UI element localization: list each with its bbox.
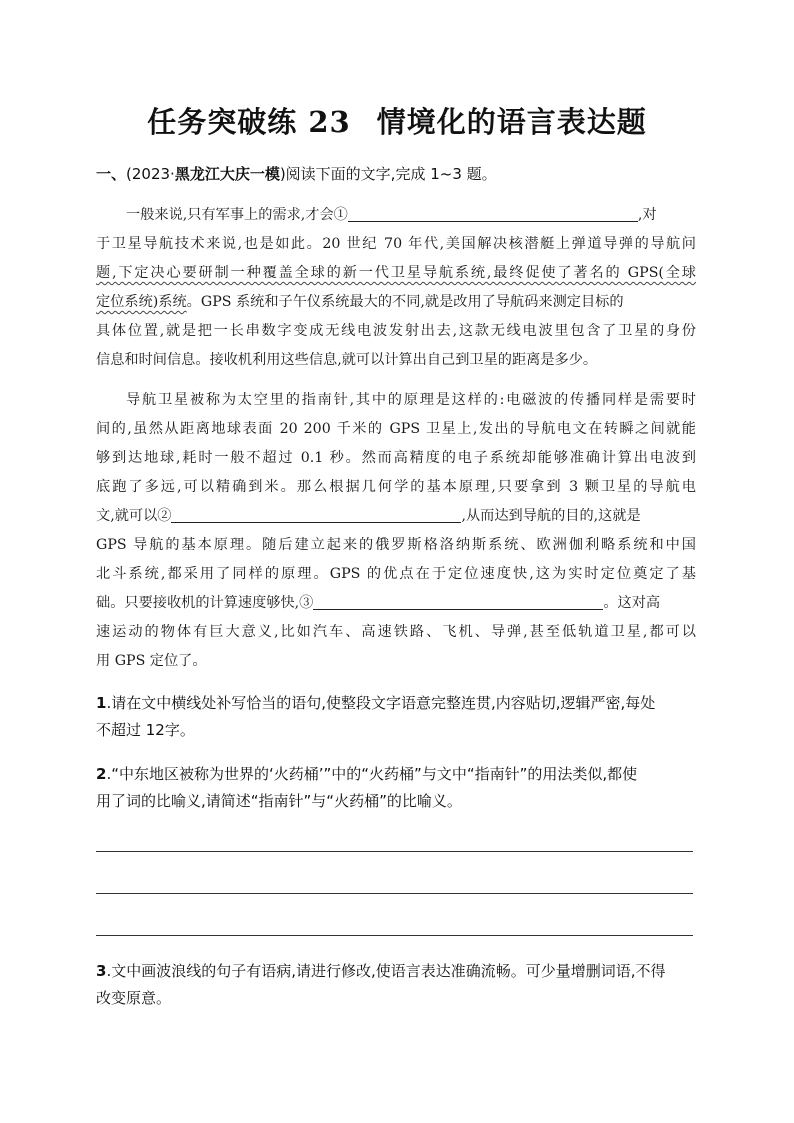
passage-text: 文,就可以 [96, 508, 158, 524]
question-number: 3 [96, 962, 107, 980]
answer-line[interactable] [96, 851, 693, 852]
passage-line: 够到达地球,耗时一般不超过 0.1 秒。然而高精度的电子系统却能够准确计算出电波到 [96, 450, 696, 466]
passage-line: 于卫星导航技术来说,也是如此。20 世纪 70 年代,美国解决核潜艇上弹道导弹的导航问 [96, 236, 696, 252]
passage-paragraph-2 [96, 386, 696, 676]
question-text: .请在文中横线处补写恰当的语句,使整段文字语意完整连贯,内容贴切,逻辑严密,每处 [106, 694, 656, 712]
passage-line [96, 589, 696, 618]
passage-text: ,对 [637, 207, 657, 223]
passage-text: 一般来说,只有军事上的需求,才会 [126, 207, 334, 223]
source-open: (2023· [126, 165, 175, 183]
question-1 [96, 690, 696, 744]
question-number: 2 [96, 765, 107, 783]
passage-line [96, 288, 696, 317]
passage-text: 。GPS 系统和子午仪系统最大的不同,就是改用了导航码来测定目标的 [186, 294, 624, 310]
passage-line: 北斗系统,都采用了同样的原理。GPS 的优点在于定位速度快,这为实时定位奠定了基 [96, 566, 696, 582]
question-2 [96, 761, 696, 815]
question-text: .“中东地区被称为世界的‘火药桶’”中的“火药桶”与文中“指南针”的用法类似,都使 [106, 765, 638, 783]
question-line: 改变原意。 [96, 989, 172, 1007]
question-line [96, 761, 696, 788]
blank-number-2: ② [157, 508, 172, 524]
wavy-underlined-line: 题,下定决心要研制一种覆盖全球的新一代卫星导航系统,最终促使了著名的 GPS(全球 [96, 265, 696, 281]
page-title [0, 100, 794, 141]
title-part-2: 情境化的语言表达题 [376, 105, 647, 139]
question-line [96, 690, 696, 717]
passage-line: 具体位置,就是把一长串数字变成无线电波发射出去,这款无线电波里包含了卫星的身份 [96, 323, 696, 339]
section-heading [96, 163, 696, 185]
passage-line [96, 502, 696, 531]
title-part-1: 任务突破练 23 [147, 105, 351, 139]
blank-number-3: ③ [299, 595, 314, 611]
passage-line: 底跑了多远,可以精确到米。那么根据几何学的基本原理,只要拿到 3 颗卫星的导航电 [96, 479, 696, 495]
passage-text: 础。只要接收机的计算速度够快, [96, 595, 300, 611]
passage-line: 信息和时间信息。接收机利用这些信息,就可以计算出自己到卫星的距离是多少。 [96, 352, 598, 368]
passage-paragraph-1 [96, 201, 696, 375]
question-line: 不超过 12字。 [96, 721, 195, 739]
blank-number-1: ① [333, 207, 348, 223]
question-text: .文中画波浪线的句子有语病,请进行修改,使语言表达准确流畅。可少量增删词语,不得 [106, 962, 666, 980]
question-line [96, 958, 696, 985]
wavy-underlined-text: 定位系统)系统 [96, 294, 187, 310]
passage-text: ,从而达到导航的目的,这就是 [461, 508, 641, 524]
source-name: 黑龙江大庆一模 [174, 165, 280, 183]
passage-line: 速运动的物体有巨大意义,比如汽车、高速铁路、飞机、导弹,甚至低轨道卫星,都可以 [96, 624, 696, 640]
passage-line: 导航卫星被称为太空里的指南针,其中的原理是这样的:电磁波的传播同样是需要时 [126, 392, 696, 408]
question-line: 用了词的比喻义,请简述“指南针”与“火药桶”的比喻义。 [96, 792, 462, 810]
passage-line: GPS 导航的基本原理。随后建立起来的俄罗斯格洛纳斯系统、欧洲伽利略系统和中国 [96, 537, 696, 553]
fill-blank-3[interactable] [313, 591, 603, 610]
passage-line [96, 201, 696, 230]
answer-line[interactable] [96, 893, 693, 894]
passage-line: 间的,虽然从距离地球表面 20 200 千米的 GPS 卫星上,发出的导航电文在转瞬之间就能 [96, 421, 696, 437]
answer-line[interactable] [96, 935, 693, 936]
section-instruction: )阅读下面的文字,完成 1~3 题。 [279, 165, 497, 183]
fill-blank-1[interactable] [348, 203, 638, 222]
fill-blank-2[interactable] [171, 504, 461, 523]
question-number: 1 [96, 694, 107, 712]
question-3 [96, 958, 696, 1012]
section-number: 一、 [96, 165, 127, 183]
passage-text: 。这对高 [603, 595, 661, 611]
passage-line: 用 GPS 定位了。 [96, 653, 207, 669]
